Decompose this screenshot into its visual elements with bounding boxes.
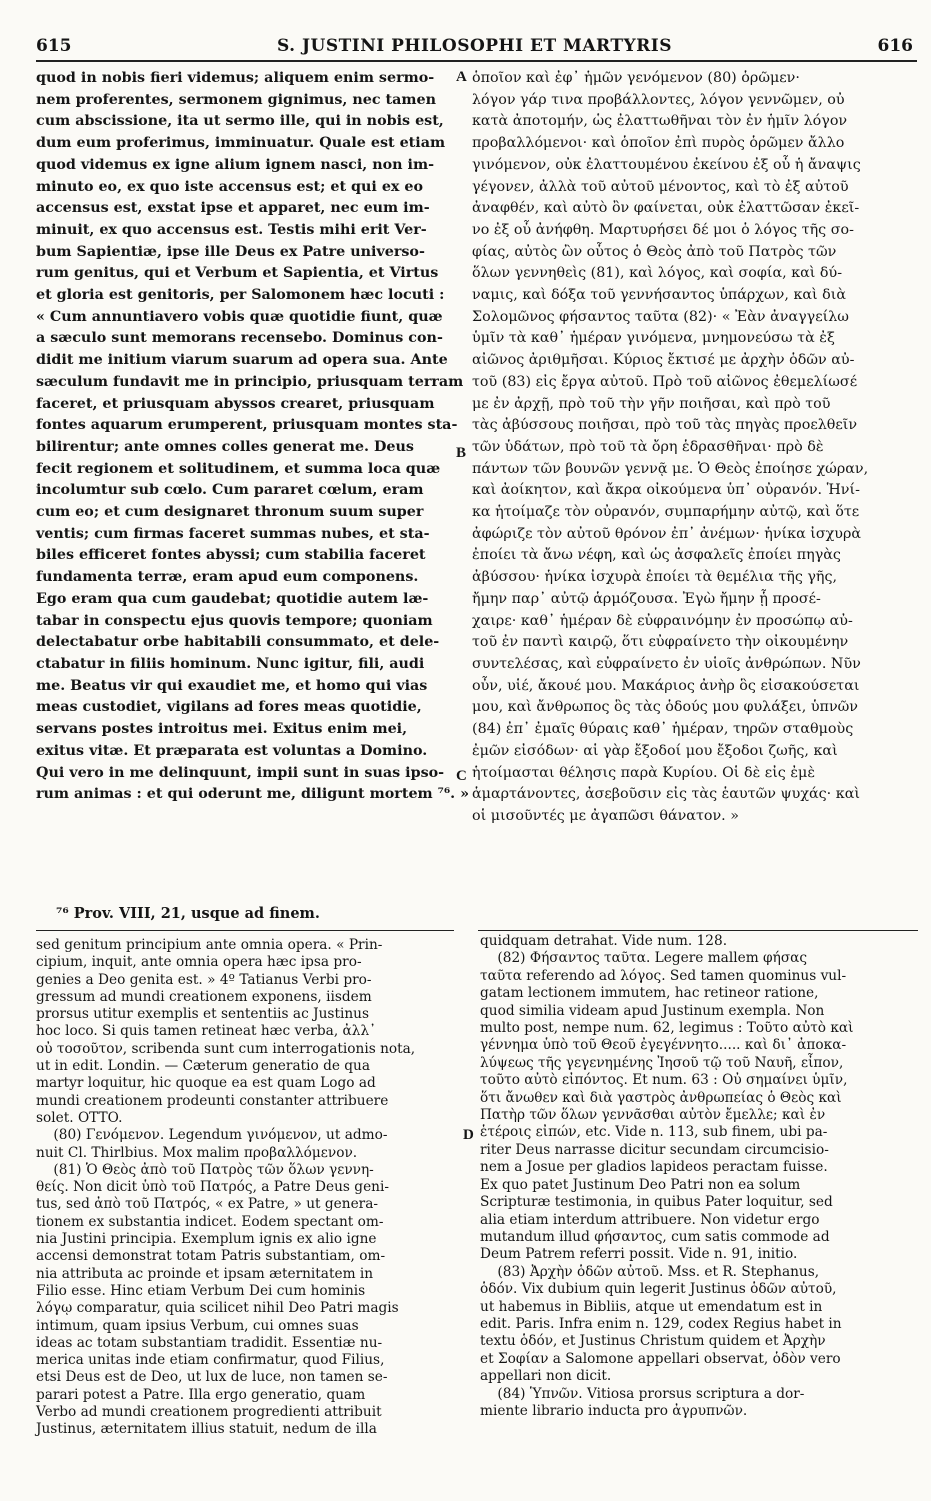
header-rule (36, 60, 917, 62)
scripture-footnote: ⁷⁶ Prov. VIII, 21, usque ad finem. (56, 905, 320, 922)
running-title: S. JUSTINI PHILOSOPHI ET MARTYRIS (276, 36, 673, 56)
notes-rule-right (478, 930, 918, 931)
notes-column-left: sed genitum principium ante omnia opera. « Prin- cipium, inquit, ante omnia opera hæc ipsa pro- genies a Deo genita est. » 4º Tatianus Verbi pro- gressum ad mundi creationem exponens, iisdem prorsus utitur exemplis et sententiis ac Justinus hoc loco. Si quis tamen retineat hæc verba, ἀλλ᾽ οὐ τοσοῦτον, scribenda sunt cum interrogationis nota, ut in edit. Londin. — Cæterum generatio de qua martyr loquitur, hic quoque ea est quam Logo ad mundi creationem prodeunti constanter attribuere solet. OTTO. (80) Γενόμενον. Legendum γινόμενον, ut admo- nuit Cl. Thirlbius. Mox malim προβαλλόμενον. (81) Ὁ Θεὸς ἀπὸ τοῦ Πατρὸς τῶν ὅλων γεννη- θείς. Non dicit ὑπὸ τοῦ Πατρός, a Patre Deus geni- tus, sed ἀπὸ τοῦ Πατρός, « ex Patre, » ut genera- tionem ex substantia indicet. Eodem spectant om- nia Justini principia. Exemplum ignis ex alio igne accensi demonstrat totam Patris substantiam, om- nia attributa ac proinde et ipsam æternitatem in Filio esse. Hinc etiam Verbum Dei cum hominis λόγῳ comparatur, quia scilicet nihil Deo Patri magis intimum, quam ipsius Verbum, cui omnes suas ideas ac totam substantiam tradidit. Essentiæ nu- merica unitas inde etiam confirmatur, quod Filius, etsi Deus est de Deo, ut lux de luce, non tamen se- parari potest a Patre. Illa ergo generatio, quam Verbo ad mundi creationem progredienti attribuit Justinus, æternitatem illius statuit, nedum de illa (36, 937, 416, 1438)
greek-text-column: ὁποῖον καὶ ἐφ᾽ ἡμῶν γενόμενον (80) ὁρῶμεν· λόγον γάρ τινα προβάλλοντες, λόγον γεννῶμεν, οὐ κατὰ ἀποτομήν, ὡς ἐλαττωθῆναι τὸν ἐν ἡμῖν λόγον προβαλλόμενοι· καὶ ὁποῖον ἐπὶ πυρὸς ὁρῶμεν ἄλλο γινόμενον, οὐκ ἐλαττουμένου ἐκείνου ἐξ οὗ ἡ ἄναψις γέγονεν, ἀλλὰ τοῦ αὐτοῦ μένοντος, καὶ τὸ ἐξ αὐτοῦ ἀναφθέν, καὶ αὐτὸ ὂν φαίνεται, οὐκ ἐλαττῶσαν ἐκεῖ- νο ἐξ οὗ ἀνήφθη. Μαρτυρήσει δέ μοι ὁ λόγος τῆς σο- φίας, αὐτὸς ὢν οὗτος ὁ Θεὸς ἀπὸ τοῦ Πατρὸς τῶν ὅλων γεννηθεὶς (81), καὶ λόγος, καὶ σοφία, καὶ δύ- ναμις, καὶ δόξα τοῦ γεννήσαντος ὑπάρχων, καὶ διὰ Σολομῶνος φήσαντος ταῦτα (82)· « Ἐὰν ἀναγγείλω ὑμῖν τὰ καθ᾽ ἡμέραν γινόμενα, μνημονεύσω τὰ ἐξ αἰῶνος ἀριθμῆσαι. Κύριος ἔκτισέ με ἀρχὴν ὁδῶν αὐ- τοῦ (83) εἰς ἔργα αὐτοῦ. Πρὸ τοῦ αἰῶνος ἐθεμελίωσέ με ἐν ἀρχῇ, πρὸ τοῦ τὴν γῆν ποιῆσαι, καὶ πρὸ τοῦ τὰς ἀβύσσους ποιῆσαι, πρὸ τοῦ τὰς πηγὰς προελθεῖν τῶν ὑδάτων, πρὸ τοῦ τὰ ὄρη ἑδρασθῆναι· πρὸ δὲ πάντων τῶν βουνῶν γεννᾷ με. Ὁ Θεὸς ἐποίησε χώραν, καὶ ἀοίκητον, καὶ ἄκρα οἰκούμενα ὑπ᾽ οὐρανόν. Ἡνί- κα ἡτοίμαζε τὸν οὐρανόν, συμπαρήμην αὐτῷ, καὶ ὅτε ἀφώριζε τὸν αὐτοῦ θρόνον ἐπ᾽ ἀνέμων· ἡνίκα ἰσχυρὰ ἐποίει τὰ ἄνω νέφη, καὶ ὡς ἀσφαλεῖς ἐποίει πηγὰς ἀβύσσου· ἡνίκα ἰσχυρὰ ἐποίει τὰ θεμέλια τῆς γῆς, ἤμην παρ᾽ αὐτῷ ἁρμόζουσα. Ἐγὼ ἤμην ᾗ προσέ- χαιρε· καθ᾽ ἡμέραν δὲ εὐφραινόμην ἐν προσώπῳ αὐ- τοῦ ἐν παντὶ καιρῷ, ὅτι εὐφραίνετο τὴν οἰκουμένην συντελέσας, καὶ εὐφραίνετο ἐν υἱοῖς ἀνθρώπων. Νῦν οὖν, υἱέ, ἄκουέ μου. Μακάριος ἀνὴρ ὃς εἰσακούσεται μου, καὶ ἄνθρωπος ὃς τὰς ὁδούς μου φυλάξει, ὑπνῶν (84) ἐπ᾽ ἐμαῖς θύραις καθ᾽ ἡμέραν, τηρῶν σταθμοὺς ἐμῶν εἰσόδων· αἱ γὰρ ἔξοδοί μου ἔξοδοι ζωῆς, καὶ ἡτοίμασται θέλησις παρὰ Κυρίου. Οἱ δὲ εἰς ἐμὲ ἁμαρτάνοντες, ἀσεβοῦσιν εἰς τὰς ἑαυτῶν ψυχάς· καὶ οἱ μισοῦντές με ἀγαπῶσι θάνατον. » (472, 70, 869, 824)
page-number-left: 615 (36, 36, 72, 56)
margin-letter-a: A (456, 69, 467, 85)
margin-letter-d: D (463, 1127, 474, 1143)
margin-letter-b: B (456, 445, 467, 461)
notes-column-right: quidquam detrahat. Vide num. 128. (82) Φήσαντος ταῦτα. Legere mallem φήσας ταῦτα referendo ad λόγος. Sed tamen quominus vul- gatam lectionem immutem, hac retineor ratione, quod similia videam apud Justinum exempla. Non multo post, nempe num. 62, legimus : Τοῦτο αὐτὸ καὶ γέννημα ὑπὸ τοῦ Θεοῦ ἐγεγέννητο..... καὶ δι᾽ ἀποκα- λύψεως τῆς γεγενημένης Ἰησοῦ τῷ τοῦ Ναυῆ, εἶπον, τοῦτο αὐτὸ εἰπόντος. Et num. 63 : Οὐ σημαίνει ὑμῖν, ὅτι ἄνωθεν καὶ διὰ γαστρὸς ἀνθρωπείας ὁ Θεὸς καὶ Πατὴρ τῶν ὅλων γεννᾶσθαι αὐτὸν ἔμελλε; καὶ ἐν ἑτέροις εἰπών, etc. Vide n. 113, sub finem, ubi pa- riter Deus narrasse dicitur secundam circumcisio- nem a Josue per gladios lapideos peractam fuisse. Ex quo patet Justinum Deo Patri non ea solum Scripturæ testimonia, in quibus Pater loquitur, sed alia etiam interdum attribuere. Non videtur ergo mutandum illud φήσαντος, cum satis commode ad Deum Patrem referri possit. Vide n. 91, initio. (83) Ἀρχὴν ὁδῶν αὐτοῦ. Mss. et R. Stephanus, ὁδόν. Vix dubium quin legerit Justinus ὁδῶν αὐτοῦ, ut habemus in Bibliis, atque ut emendatum est in edit. Paris. Infra enim n. 129, codex Regius habet in textu ὁδόν, et Justinus Christum quidem et Ἀρχὴν et Σοφίαν a Salomone appellari observat, ὁδὸν vero appellari non dicit. (84) Ὑπνῶν. Vitiosa prorsus scriptura a dor- miente librario inducta pro ἀγρυπνῶν. (480, 933, 854, 1419)
margin-letter-c: C (456, 768, 467, 784)
running-header (36, 36, 913, 60)
latin-text-column: quod in nobis fieri videmus; aliquem enim sermo- nem proferentes, sermonem gignimus, nec tamen cum abscissione, ita ut sermo ille, qui in nobis est, dum eum proferimus, imminuatur. Quale est etiam quod videmus ex igne alium ignem nasci, non im- minuto eo, ex quo iste accensus est; et qui ex eo accensus est, exstat ipse et apparet, nec eum im- minuit, ex quo accensus est. Testis mihi erit Ver- bum Sapientiæ, ipse ille Deus ex Patre universo- rum genitus, qui et Verbum et Sapientia, et Virtus et gloria est genitoris, per Salomonem hæc locuti : « Cum annuntiavero vobis quæ quotidie fiunt, quæ a sæculo sunt memorans recensebo. Dominus con- didit me initium viarum suarum ad opera sua. Ante sæculum fundavit me in principio, priusquam terram faceret, et priusquam abyssos crearet, priusquam fontes aquarum erumperent, priusquam montes sta- bilirentur; ante omnes colles generat me. Deus fecit regionem et solitudinem, et summa loca quæ incolumtur sub cœlo. Cum pararet cœlum, eram cum eo; et cum designaret thronum suum super ventis; cum firmas faceret summas nubes, et sta- biles efficeret fontes abyssi; cum stabilia faceret fundamenta terræ, eram apud eum componens. Ego eram qua cum gaudebat; quotidie autem læ- tabar in conspectu ejus quovis tempore; quoniam delectabatur orbe habitabili consummato, et dele- ctabatur in filiis hominum. Nunc igitur, fili, audi me. Beatus vir qui exaudiet me, et homo qui vias meas custodiet, vigilans ad fores meas quotidie, servans postes introitus mei. Exitus enim mei, exitus vitæ. Et præparata est voluntas a Domino. Qui vero in me delinquunt, impii sunt in suas ipso- rum animas : et qui oderunt me, diligunt mortem ⁷⁶. » (36, 70, 470, 803)
notes-rule-left (36, 930, 454, 931)
page-number-right: 616 (877, 36, 913, 56)
